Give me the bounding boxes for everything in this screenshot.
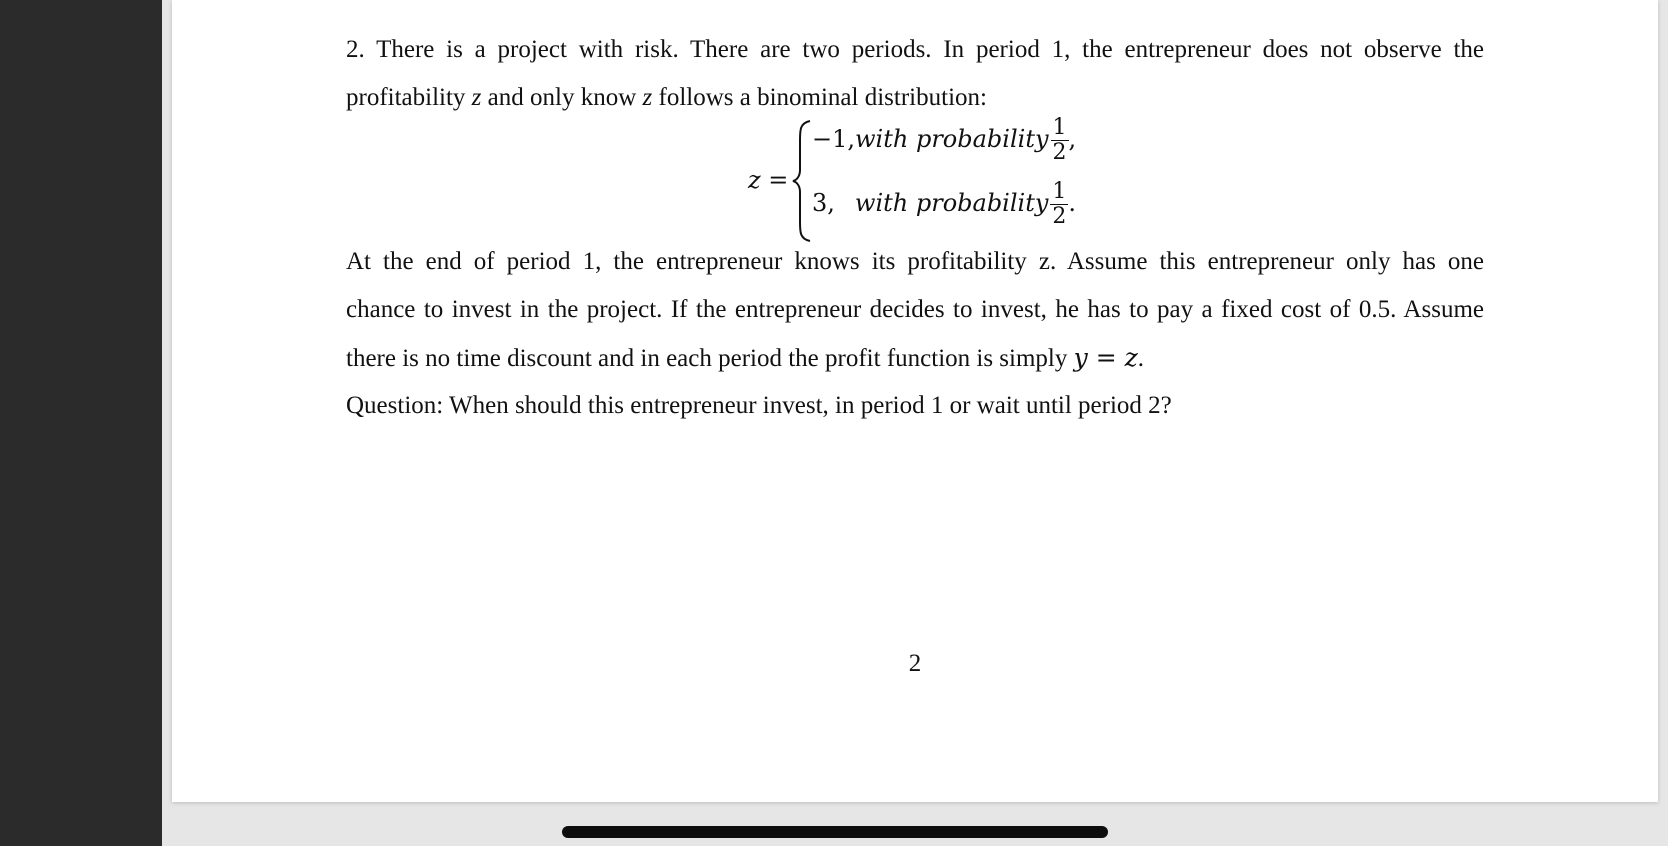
- paragraph-2-line-2: chance to invest in the project. If the entrepreneur decides to invest, he has to pay a fixed cost of 0.5. Assume: [346, 296, 1484, 323]
- left-brace-icon: [792, 118, 814, 244]
- home-indicator[interactable]: [562, 826, 1108, 838]
- page-number: 2: [908, 650, 922, 677]
- fraction-one-half: $\frac{1}{2}$: [1052, 179, 1067, 229]
- paragraph-2-line-1: At the end of period 1, the entrepreneur knows its profitability z. Assume this entrepreneur only has one: [346, 248, 1484, 275]
- question-line: Question: When should this entrepreneur invest, in period 1 or wait until period 2?: [346, 392, 1172, 419]
- profit-function: y = z: [1073, 343, 1138, 372]
- equation-lhs: z =: [748, 166, 789, 194]
- variable-z: z: [642, 84, 653, 111]
- fraction-one-half: $\frac{1}{2}$: [1052, 115, 1067, 165]
- case-2: 3, with probability $\frac{1}{2}$ .: [812, 179, 1077, 229]
- paragraph-1-line-1: 2. There is a project with risk. There are two periods. In period 1, the entrepreneur does not observe the: [346, 36, 1484, 63]
- paragraph-2-line-3: there is no time discount and in each period the profit function is simply y = z.: [346, 343, 1145, 372]
- case-1: −1,with probability $\frac{1}{2}$ ,: [812, 115, 1077, 165]
- variable-z: z: [471, 84, 482, 111]
- distribution-equation: [740, 116, 1120, 246]
- paragraph-1-line-2: profitability z and only know z follows a binominal distribution:: [346, 84, 987, 111]
- left-sidebar: [0, 0, 162, 846]
